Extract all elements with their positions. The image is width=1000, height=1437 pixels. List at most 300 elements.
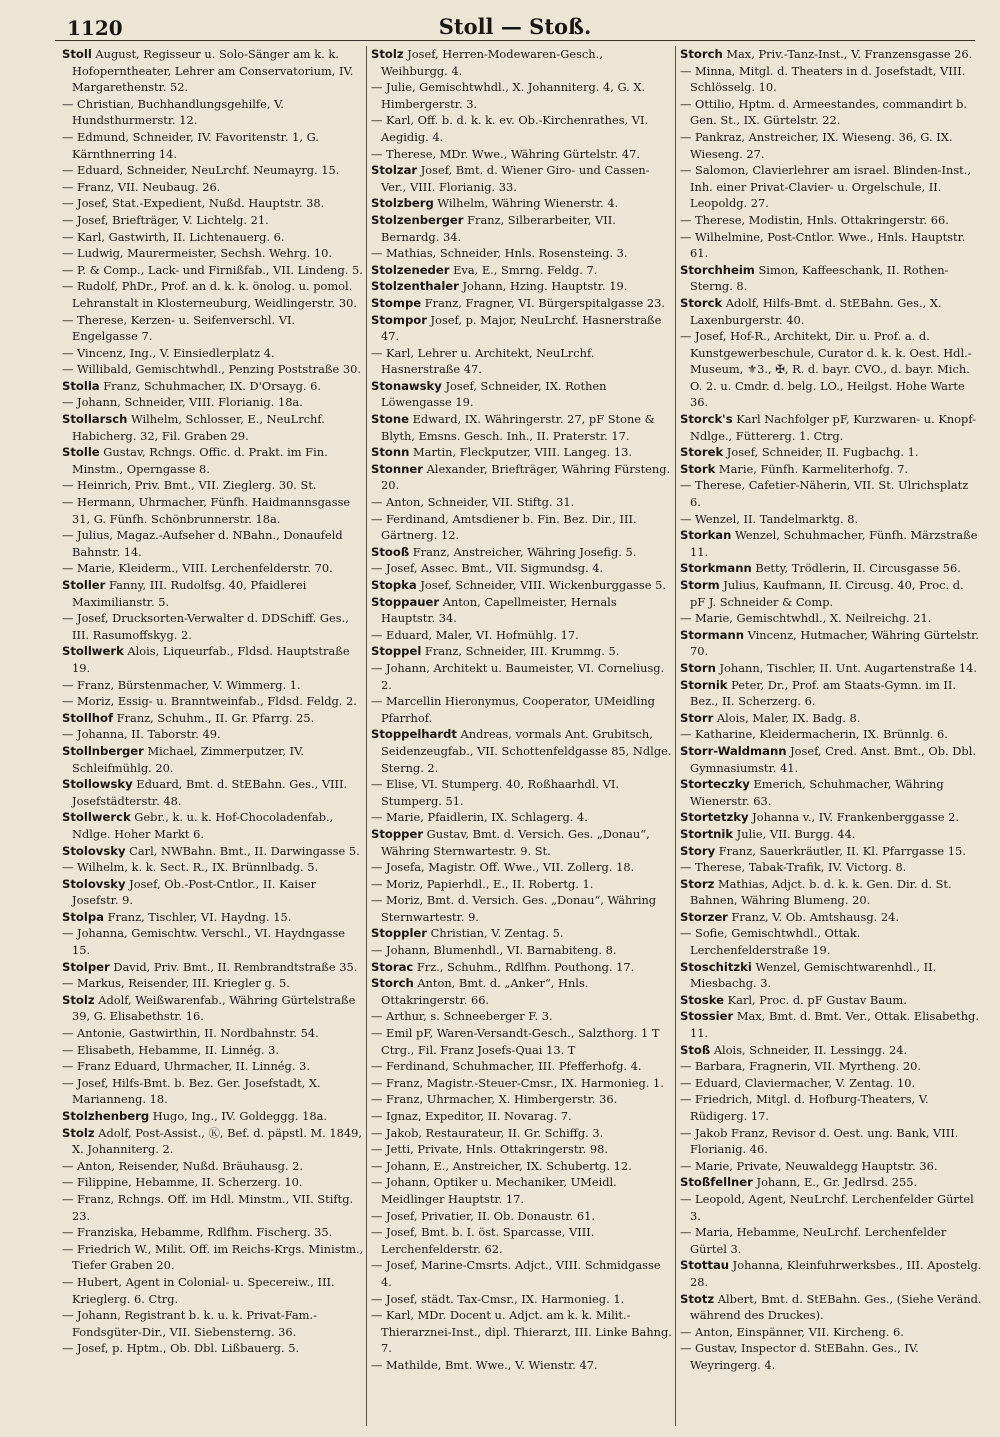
entry-text: — Emil pF, Waren-Versandt-Gesch., Salzthorg. 1 T Ctrg., Fil. Franz Josefs-Quai 13. T xyxy=(371,1026,660,1057)
directory-entry xyxy=(371,577,673,594)
entry-surname: Stopka xyxy=(371,578,417,592)
directory-entry xyxy=(680,660,982,677)
entry-text: — Franziska, Hebamme, Rdlfhm. Fischerg. 35. xyxy=(62,1225,333,1240)
entry-text: — Katharine, Kleidermacherin, IX. Brünnlg. 6. xyxy=(680,727,948,742)
entry-surname: Storchheim xyxy=(680,262,755,277)
entry-text: Wenzel, Schuhmacher, Fünfh. Märzstraße 11. xyxy=(690,528,978,559)
entry-text: — Sofie, Gemischtwhdl., Ottak. Lerchenfelderstraße 19. xyxy=(680,926,861,958)
entry-text: August, Regisseur u. Solo-Sänger am k. k. Hofoperntheater, Lehrer am Conservatorium, IV. Margarethenstr. 52. xyxy=(72,47,354,95)
directory-entry xyxy=(62,1025,364,1042)
directory-entry xyxy=(680,843,982,860)
directory-entry xyxy=(680,411,982,444)
entry-surname: Stolper xyxy=(62,959,110,974)
entry-text: Julie, VII. Burgg. 44. xyxy=(733,826,856,841)
entry-text: — Therese, Tabak-Trafik, IV. Victorg. 8. xyxy=(680,860,907,875)
entry-surname: Stollwerck xyxy=(62,810,131,825)
entry-text: Gebr., k. u. k. Hof-Chocoladenfab., Ndlge. Hoher Markt 6. xyxy=(72,810,334,841)
directory-entry xyxy=(680,1091,982,1124)
entry-text: — Josef, Hof-R., Architekt, Dir. u. Prof. a. d. Kunstgewerbeschule, Curator d. k. k. Oest. Hdl.-Museum, ⚜3., ✠, R. d. bayr. CVO., d. bayr. Mich. O. 2. u. Cmdr. d. belg. LO., Heilgst. Hohe Warte 36. xyxy=(680,329,972,410)
entry-surname: Stolpa xyxy=(62,909,104,924)
entry-text: Franz, V. Ob. Amtshausg. 24. xyxy=(727,909,899,924)
directory-entry xyxy=(62,1274,364,1307)
directory-entry xyxy=(371,295,673,312)
entry-text: — Josefa, Magistr. Off. Wwe., VII. Zollerg. 18. xyxy=(371,860,635,875)
directory-entry xyxy=(371,444,673,461)
directory-entry xyxy=(62,312,364,345)
entry-surname: Stolzeneder xyxy=(371,262,450,277)
page-number: 1120 xyxy=(67,16,123,40)
directory-entry xyxy=(680,212,982,229)
directory-entry xyxy=(62,494,364,527)
entry-text: Franz, Anstreicher, Währing Josefig. 5. xyxy=(409,544,637,559)
entry-surname: Stoppler xyxy=(371,926,428,941)
entry-text: Franz, Schuhm., II. Gr. Pfarrg. 25. xyxy=(113,710,315,725)
directory-entry xyxy=(371,1108,673,1125)
entry-text: — Marie, Pfaidlerin, IX. Schlagerg. 4. xyxy=(371,810,588,825)
entry-surname: Storek xyxy=(680,445,724,460)
entry-surname: Stormann xyxy=(680,627,744,642)
directory-entry xyxy=(62,560,364,577)
directory-entry xyxy=(371,162,673,195)
directory-entry xyxy=(680,96,982,129)
entry-text: — Ludwig, Maurermeister, Sechsh. Wehrg. 10. xyxy=(62,246,332,261)
directory-entry xyxy=(371,826,673,859)
entry-text: — Josef, städt. Tax-Cmsr., IX. Harmonieg. 1. xyxy=(371,1291,625,1306)
entry-text: Julius, Kaufmann, II. Circusg. 40, Proc. d. pF J. Schneider & Comp. xyxy=(690,578,964,609)
entry-surname: Stottau xyxy=(680,1258,730,1273)
directory-entry xyxy=(680,129,982,162)
directory-entry xyxy=(680,560,982,577)
entry-text: — Jakob, Restaurateur, II. Gr. Schiffg. 3. xyxy=(371,1125,604,1140)
entry-text: Johanna v., IV. Frankenberggasse 2. xyxy=(748,810,959,825)
entry-text: — Rudolf, PhDr., Prof. an d. k. k. önolog. u. pomol. Lehranstalt in Klosterneuburg, Weidlingerstr. 30. xyxy=(62,279,358,310)
entry-text: — Franz, Uhrmacher, X. Himbergerstr. 36. xyxy=(371,1092,618,1107)
entry-text: — Minna, Mitgl. d. Theaters in d. Josefstadt, VIII. Schlösselg. 10. xyxy=(680,63,966,95)
running-title: Stoll — Stoß. xyxy=(438,14,592,39)
entry-text: — Julie, Gemischtwhdl., X. Johanniterg. 4, G. X. Himbergerstr. 3. xyxy=(371,80,646,111)
entry-surname: Stolzberg xyxy=(371,196,434,211)
entry-surname: Stonawsky xyxy=(371,378,442,393)
entry-text: — Karl, Off. b. d. k. k. ev. Ob.-Kirchenrathes, VI. Aegidig. 4. xyxy=(371,113,649,144)
directory-entry xyxy=(371,693,673,726)
directory-entry xyxy=(62,710,364,727)
directory-entry xyxy=(680,627,982,660)
entry-text: — Johann, Optiker u. Mechaniker, UMeidl. Meidlinger Hauptstr. 17. xyxy=(371,1175,617,1206)
directory-entry xyxy=(62,195,364,212)
directory-entry xyxy=(371,262,673,279)
entry-text: — Edmund, Schneider, IV. Favoritenstr. 1, G. Kärnthnerring 14. xyxy=(62,129,319,161)
entry-text: — Josef, Privatier, II. Ob. Donaustr. 61. xyxy=(371,1208,595,1223)
directory-entry xyxy=(62,361,364,378)
entry-text: — Josef, Marine-Cmsrts. Adjct., VIII. Schmidgasse 4. xyxy=(371,1258,661,1289)
entry-surname: Storz xyxy=(680,876,715,891)
entry-surname: Stonn xyxy=(371,445,410,460)
entry-text: — Christian, Buchhandlungsgehilfe, V. Hundsthurmerstr. 12. xyxy=(62,96,284,128)
directory-entry xyxy=(371,1224,673,1257)
entry-text: — Willibald, Gemischtwhdl., Penzing Poststraße 30. xyxy=(62,362,362,377)
entry-surname: Stolzhenberg xyxy=(62,1109,150,1123)
entry-text: Johann, Hzing. Hauptstr. 19. xyxy=(458,279,628,294)
entry-surname: Stoller xyxy=(62,578,106,592)
entry-text: Simon, Kaffeeschank, II. Rothen-Sterng. 8. xyxy=(690,262,949,294)
entry-text: Vincenz, Hutmacher, Währing Gürtelstr. 70. xyxy=(690,627,979,659)
entry-text: — Ferdinand, Amtsdiener b. Fin. Bez. Dir., III. Gärtnerg. 12. xyxy=(371,511,637,543)
directory-entry xyxy=(371,79,673,112)
entry-surname: Stolzenthaler xyxy=(371,279,459,294)
entry-surname: Stolz xyxy=(62,992,95,1007)
directory-entry xyxy=(371,859,673,876)
directory-entry xyxy=(62,394,364,411)
entry-text: — Elisabeth, Hebamme, II. Linnég. 3. xyxy=(62,1042,280,1057)
entry-surname: Stollnberger xyxy=(62,743,144,758)
directory-entry xyxy=(62,345,364,362)
directory-entry xyxy=(371,494,673,511)
entry-text: Max, Bmt. d. Bmt. Ver., Ottak. Elisabethg. 11. xyxy=(690,1009,979,1041)
entry-text: — Josef, p. Hptm., Ob. Dbl. Lißbauerg. 5. xyxy=(62,1341,300,1356)
entry-text: — Franz, Bürstenmacher, V. Wimmerg. 1. xyxy=(62,677,301,692)
directory-entry xyxy=(680,511,982,528)
entry-text: David, Priv. Bmt., II. Rembrandtstraße 35. xyxy=(109,959,358,974)
entry-text: — Antonie, Gastwirthin, II. Nordbahnstr. 54. xyxy=(62,1026,319,1041)
entry-text: — Moriz, Bmt. d. Versich. Ges. „Donau“, Währing Sternwartestr. 9. xyxy=(371,893,657,924)
directory-entry xyxy=(62,743,364,776)
entry-text: — Therese, Modistin, Hnls. Ottakringerstr. 66. xyxy=(680,212,949,227)
directory-entry xyxy=(371,1125,673,1142)
directory-entry xyxy=(680,46,982,63)
entry-text: Andreas, vormals Ant. Grubitsch, Seidenzeugfab., VII. Schottenfeldgasse 85, Ndlge. Sterng. 2. xyxy=(381,727,672,775)
directory-entry xyxy=(680,577,982,610)
directory-entry xyxy=(680,1008,982,1041)
entry-text: — Anton, Einspänner, VII. Kircheng. 6. xyxy=(680,1324,904,1339)
directory-entry xyxy=(680,162,982,212)
directory-entry xyxy=(680,444,982,461)
entry-text: — Jakob Franz, Revisor d. Oest. ung. Bank, VIII. Florianig. 46. xyxy=(680,1125,959,1157)
entry-text: Marie, Fünfh. Karmeliterhofg. 7. xyxy=(715,461,908,476)
entry-text: — Ottilio, Hptm. d. Armeestandes, commandirt b. Gen. St., IX. Gürtelstr. 22. xyxy=(680,96,967,128)
entry-text: Peter, Dr., Prof. am Staats-Gymn. im II. Bez., II. Scherzerg. 6. xyxy=(690,677,957,709)
entry-text: — Leopold, Agent, NeuLrchf. Lerchenfelder Gürtel 3. xyxy=(680,1191,974,1223)
entry-text: Frz., Schuhm., Rdlfhm. Pouthong. 17. xyxy=(413,959,635,974)
directory-entry xyxy=(371,660,673,693)
directory-entry xyxy=(680,992,982,1009)
directory-entry xyxy=(680,527,982,560)
directory-entry xyxy=(371,1291,673,1308)
entry-text: Eva, E., Smrng. Feldg. 7. xyxy=(449,262,598,277)
directory-entry xyxy=(62,411,364,444)
entry-text: Johann, E., Gr. Jedlrsd. 255. xyxy=(752,1175,918,1190)
directory-entry xyxy=(371,278,673,295)
entry-surname: Storteczky xyxy=(680,777,750,792)
directory-entry xyxy=(680,1224,982,1257)
entry-text: — Marie, Private, Neuwaldegg Hauptstr. 36. xyxy=(680,1158,938,1173)
entry-text: — Maria, Hebamme, NeuLrchf. Lerchenfelder Gürtel 3. xyxy=(680,1225,947,1256)
entry-text: Eduard, Bmt. d. StEBahn. Ges., VIII. Josefstädterstr. 48. xyxy=(72,777,348,808)
entry-text: — Gustav, Inspector d. StEBahn. Ges., IV. Weyringerg. 4. xyxy=(680,1341,919,1372)
directory-entry xyxy=(371,959,673,976)
entry-text: — Ferdinand, Schuhmacher, III. Pfefferhofg. 4. xyxy=(371,1059,642,1074)
entry-text: — Johann, Registrant b. k. u. k. Privat-Fam.-Fondsgüter-Dir., VII. Siebensterng. 36. xyxy=(62,1308,317,1339)
directory-entry xyxy=(680,677,982,710)
entry-text: — Moriz, Essig- u. Branntweinfab., Fldsd. Feldg. 2. xyxy=(62,694,357,709)
entry-text: — Karl, MDr. Docent u. Adjct. am k. k. Milit.-Thierarznei-Inst., dipl. Thierarzt, III. Linke Bahng. 7. xyxy=(371,1308,672,1356)
entry-text: — Franz, Rchngs. Off. im Hdl. Minstm., VII. Stiftg. 23. xyxy=(62,1191,354,1223)
directory-entry xyxy=(371,511,673,544)
directory-entry xyxy=(62,212,364,229)
directory-entry xyxy=(371,776,673,809)
directory-entry xyxy=(62,1125,364,1158)
directory-entry xyxy=(680,610,982,627)
entry-text: Mathias, Adjct. b. d. k. k. Gen. Dir. d. St. Bahnen, Währing Blumeng. 20. xyxy=(690,876,952,908)
entry-surname: Stopper xyxy=(371,826,424,841)
entry-text: — Johanna, II. Taborstr. 49. xyxy=(62,727,221,742)
entry-text: — Moriz, Papierhdl., E., II. Robertg. 1. xyxy=(371,876,594,891)
entry-surname: Stossier xyxy=(680,1009,734,1024)
entry-surname: Storch xyxy=(680,47,723,61)
entry-surname: Storck xyxy=(680,295,723,310)
entry-text: Adolf, Hilfs-Bmt. d. StEBahn. Ges., X. Laxenburgerstr. 40. xyxy=(690,295,942,327)
directory-entry xyxy=(680,1075,982,1092)
directory-entry xyxy=(680,1158,982,1175)
entry-text: — P. & Comp., Lack- und Firnißfab., VII. Lindeng. 5. xyxy=(62,262,363,277)
directory-entry xyxy=(62,843,364,860)
directory-entry xyxy=(371,975,673,1008)
entry-surname: Storac xyxy=(371,959,414,974)
directory-entry xyxy=(371,942,673,959)
entry-surname: Stoppauer xyxy=(371,594,440,609)
directory-entry xyxy=(62,1158,364,1175)
entry-text: — Therese, MDr. Wwe., Währing Gürtelstr. 47. xyxy=(371,146,640,161)
directory-entry xyxy=(680,1125,982,1158)
entry-surname: Stonner xyxy=(371,461,423,476)
entry-text: — Friedrich W., Milit. Off. im Reichs-Krgs. Ministm., Tiefer Graben 20. xyxy=(62,1241,364,1273)
entry-text: Johann, Tischler, II. Unt. Augartenstraße 14. xyxy=(715,660,978,675)
directory-entry xyxy=(371,1257,673,1290)
entry-surname: Stolz xyxy=(371,47,404,61)
entry-surname: Storkan xyxy=(680,528,732,543)
directory-entry xyxy=(680,1058,982,1075)
directory-entry xyxy=(62,992,364,1025)
directory-entry xyxy=(371,1307,673,1357)
entry-text: Martin, Fleckputzer, VIII. Langeg. 13. xyxy=(409,445,632,460)
entry-surname: Stolla xyxy=(62,378,100,393)
entry-text: — Elise, VI. Stumperg. 40, Roßhaarhdl. VI. Stumperg. 51. xyxy=(371,777,619,808)
entry-text: — Filippine, Hebamme, II. Scherzerg. 10. xyxy=(62,1175,303,1190)
directory-entry xyxy=(371,195,673,212)
directory-entry xyxy=(371,560,673,577)
directory-entry xyxy=(680,1257,982,1290)
entry-text: Anton, Bmt. d. „Anker“, Hnls. Ottakringerstr. 66. xyxy=(381,976,589,1007)
entry-text: Edward, IX. Währingerstr. 27, pF Stone & Blyth, Emsns. Gesch. Inh., II. Praterstr. 17. xyxy=(381,412,655,443)
directory-entry xyxy=(62,96,364,129)
page-header xyxy=(55,8,975,41)
directory-entry xyxy=(62,229,364,246)
directory-entry xyxy=(371,1357,673,1374)
entry-text: — Johann, Schneider, VIII. Florianig. 18a. xyxy=(62,395,303,410)
entry-text: Hugo, Ing., IV. Goldeggg. 18a. xyxy=(149,1109,328,1123)
entry-text: — Johann, E., Anstreicher, IX. Schubertg. 12. xyxy=(371,1158,632,1173)
directory-entry xyxy=(62,1075,364,1108)
entry-text: Gustav, Bmt. d. Versich. Ges. „Donau“, Währing Sternwartestr. 9. St. xyxy=(381,826,650,858)
entry-text: Alexander, Briefträger, Währing Fürsteng. 20. xyxy=(381,461,671,493)
entry-text: — Therese, Cafetier-Näherin, VII. St. Ulrichsplatz 6. xyxy=(680,478,969,510)
entry-surname: Stolzenberger xyxy=(371,212,464,227)
entry-surname: Stompor xyxy=(371,312,427,327)
entry-text: — Josef, Stat.-Expedient, Nußd. Hauptstr. 38. xyxy=(62,196,325,211)
directory-entry xyxy=(680,63,982,96)
entry-text: — Josef, Drucksorten-Verwalter d. DDSchiff. Ges., III. Rasumoffskyg. 2. xyxy=(62,611,349,642)
entry-text: — Josef, Hilfs-Bmt. b. Bez. Ger. Josefstadt, X. Marianneng. 18. xyxy=(62,1075,321,1107)
directory-entry xyxy=(62,1224,364,1241)
entry-surname: Stolzar xyxy=(371,163,418,178)
entry-surname: Stortnik xyxy=(680,826,734,841)
entry-surname: Stooß xyxy=(371,544,410,559)
entry-surname: Stoß xyxy=(680,1042,711,1057)
entry-text: Josef, Herren-Modewaren-Gesch., Weihburgg. 4. xyxy=(381,47,603,78)
directory-entry xyxy=(680,909,982,926)
directory-entry xyxy=(680,959,982,992)
entry-text: Carl, NWBahn. Bmt., II. Darwingasse 5. xyxy=(125,843,360,858)
directory-entry xyxy=(680,1324,982,1341)
directory-entry xyxy=(680,1291,982,1324)
directory-entry xyxy=(62,262,364,279)
entry-text: — Eduard, Schneider, NeuLrchf. Neumayrg. 15. xyxy=(62,163,340,178)
directory-entry xyxy=(371,345,673,378)
entry-text: — Ignaz, Expeditor, II. Novarag. 7. xyxy=(371,1109,572,1123)
entry-text: — Therese, Kerzen- u. Seifenverschl. VI. Engelgasse 7. xyxy=(62,312,296,344)
directory-entry xyxy=(371,112,673,145)
directory-entry xyxy=(680,1191,982,1224)
entry-text: Emerich, Schuhmacher, Währing Wienerstr. 63. xyxy=(690,777,944,808)
entry-surname: Stollarsch xyxy=(62,412,128,427)
directory-entry xyxy=(371,1058,673,1075)
entry-surname: Storck's xyxy=(680,412,733,427)
entry-text: Alois, Maler, IX. Badg. 8. xyxy=(713,710,861,725)
entry-text: Betty, Trödlerin, II. Circusgasse 56. xyxy=(751,561,961,576)
directory-entry xyxy=(680,925,982,958)
directory-entry xyxy=(680,1340,982,1373)
entry-text: Adolf, Post-Assist., Ⓚ, Bef. d. päpstl. M. 1849, X. Johanniterg. 2. xyxy=(72,1125,362,1157)
directory-entry xyxy=(371,1008,673,1025)
entry-surname: Stork xyxy=(680,461,716,476)
entry-surname: Stollhof xyxy=(62,710,114,725)
entry-surname: Stoll xyxy=(62,47,92,61)
directory-entry xyxy=(62,179,364,196)
directory-entry xyxy=(680,477,982,510)
directory-entry xyxy=(62,162,364,179)
column-1 xyxy=(62,46,364,1426)
entry-text: — Franz Eduard, Uhrmacher, II. Linnég. 3. xyxy=(62,1059,310,1074)
entry-text: — Johanna, Gemischtw. Verschl., VI. Haydngasse 15. xyxy=(62,926,346,958)
directory-entry xyxy=(62,1042,364,1059)
directory-entry xyxy=(371,212,673,245)
directory-entry xyxy=(371,1158,673,1175)
directory-entry xyxy=(371,726,673,776)
entry-surname: Stoppelhardt xyxy=(371,727,457,742)
entry-text: — Barbara, Fragnerin, VII. Myrtheng. 20. xyxy=(680,1059,921,1074)
entry-surname: Stoppel xyxy=(371,644,422,659)
entry-text: Franz, Tischler, VI. Haydng. 15. xyxy=(103,909,292,924)
directory-entry xyxy=(62,278,364,311)
entry-text: Josef, Schneider, VIII. Wickenburggasse 5. xyxy=(416,578,666,592)
directory-entry xyxy=(371,378,673,411)
entry-text: — Hubert, Agent in Colonial- u. Specereiw., III. Krieglerg. 6. Ctrg. xyxy=(62,1274,335,1306)
entry-text: Wilhelm, Währing Wienerstr. 4. xyxy=(433,196,619,211)
entry-text: Gustav, Rchngs. Offic. d. Prakt. im Fin. Minstm., Operngasse 8. xyxy=(72,445,328,476)
directory-entry xyxy=(371,411,673,444)
entry-text: — Hermann, Uhrmacher, Fünfh. Haidmannsgasse 31, G. Fünfh. Schönbrunnerstr. 18a. xyxy=(62,495,351,526)
entry-text: Franz, Sauerkräutler, II. Kl. Pfarrgasse 15. xyxy=(715,843,966,858)
entry-text: — Franz, Magistr.-Steuer-Cmsr., IX. Harmonieg. 1. xyxy=(371,1075,664,1090)
directory-entry xyxy=(62,925,364,958)
entry-surname: Stollowsky xyxy=(62,777,133,792)
entry-text: — Eduard, Claviermacher, V. Zentag. 10. xyxy=(680,1075,916,1090)
directory-entry xyxy=(62,959,364,976)
entry-text: Karl Nachfolger pF, Kurzwaren- u. Knopf-Ndlge., Füttererg. 1. Ctrg. xyxy=(690,412,976,443)
entry-surname: Stoßfellner xyxy=(680,1175,753,1190)
entry-text: — Johann, Blumenhdl., VI. Barnabiteng. 8. xyxy=(371,943,617,958)
directory-entry xyxy=(62,975,364,992)
entry-text: Josef, Schneider, II. Fugbachg. 1. xyxy=(723,445,919,460)
directory-entry xyxy=(680,776,982,809)
entry-surname: Storr xyxy=(680,710,714,725)
entry-text: Michael, Zimmerputzer, IV. Schleifmühlg. 20. xyxy=(72,743,304,775)
directory-entry xyxy=(62,1307,364,1340)
entry-text: — Jetti, Private, Hnls. Ottakringerstr. 98. xyxy=(371,1142,608,1157)
entry-text: Wilhelm, Schlosser, E., NeuLrchf. Habicherg. 32, Fil. Graben 29. xyxy=(72,412,325,443)
directory-entry xyxy=(62,876,364,909)
entry-text: — Mathias, Schneider, Hnls. Rosensteing. 3. xyxy=(371,246,628,261)
entry-text: — Marie, Kleiderm., VIII. Lerchenfelderstr. 70. xyxy=(62,561,333,576)
entry-surname: Storkmann xyxy=(680,561,752,576)
directory-entry xyxy=(62,129,364,162)
directory-entry xyxy=(62,46,364,96)
directory-entry xyxy=(680,1174,982,1191)
entry-surname: Stoske xyxy=(680,992,725,1007)
entry-text: Albert, Bmt. d. StEBahn. Ges., (Siehe Veränd. während des Druckes). xyxy=(690,1291,982,1323)
directory-entry xyxy=(680,1042,982,1059)
entry-surname: Stoschitzki xyxy=(680,959,752,974)
entry-text: Johanna, Kleinfuhrwerksbes., III. Apostelg. 28. xyxy=(690,1258,982,1289)
directory-entry xyxy=(371,1208,673,1225)
entry-text: — Karl, Lehrer u. Architekt, NeuLrchf. Hasnerstraße 47. xyxy=(371,345,595,377)
entry-text: Alois, Liqueurfab., Fldsd. Hauptstraße 19. xyxy=(72,644,350,675)
entry-text: Fanny, III. Rudolfsg. 40, Pfaidlerei Maximilianstr. 5. xyxy=(72,578,307,609)
directory-entry xyxy=(680,328,982,411)
entry-text: — Arthur, s. Schneeberger F. 3. xyxy=(371,1009,553,1024)
entry-text: — Anton, Schneider, VII. Stiftg. 31. xyxy=(371,495,575,510)
directory-entry xyxy=(371,1141,673,1158)
directory-entry xyxy=(680,461,982,478)
entry-surname: Stolz xyxy=(62,1125,95,1140)
entry-text: Adolf, Weißwarenfab., Währing Gürtelstraße 39, G. Elisabethstr. 16. xyxy=(72,992,356,1024)
entry-surname: Stolovsky xyxy=(62,843,126,858)
directory-entry xyxy=(371,461,673,494)
entry-surname: Stotz xyxy=(680,1291,715,1306)
entry-text: — Karl, Gastwirth, II. Lichtenauerg. 6. xyxy=(62,229,285,244)
entry-surname: Storn xyxy=(680,660,716,675)
directory-entry xyxy=(62,1108,364,1125)
entry-text: Max, Priv.-Tanz-Inst., V. Franzensgasse 26. xyxy=(722,47,973,61)
directory-entry xyxy=(62,1191,364,1224)
entry-text: Christian, V. Zentag. 5. xyxy=(427,926,564,941)
directory-entry xyxy=(680,262,982,295)
directory-entry xyxy=(62,643,364,676)
directory-entry xyxy=(680,710,982,727)
entry-text: Josef, Schneider, IX. Rothen Löwengasse 19. xyxy=(381,378,607,410)
directory-entry xyxy=(680,295,982,328)
entry-text: Anton, Capellmeister, Hernals Hauptstr. 34. xyxy=(381,594,617,626)
directory-entry xyxy=(371,146,673,163)
